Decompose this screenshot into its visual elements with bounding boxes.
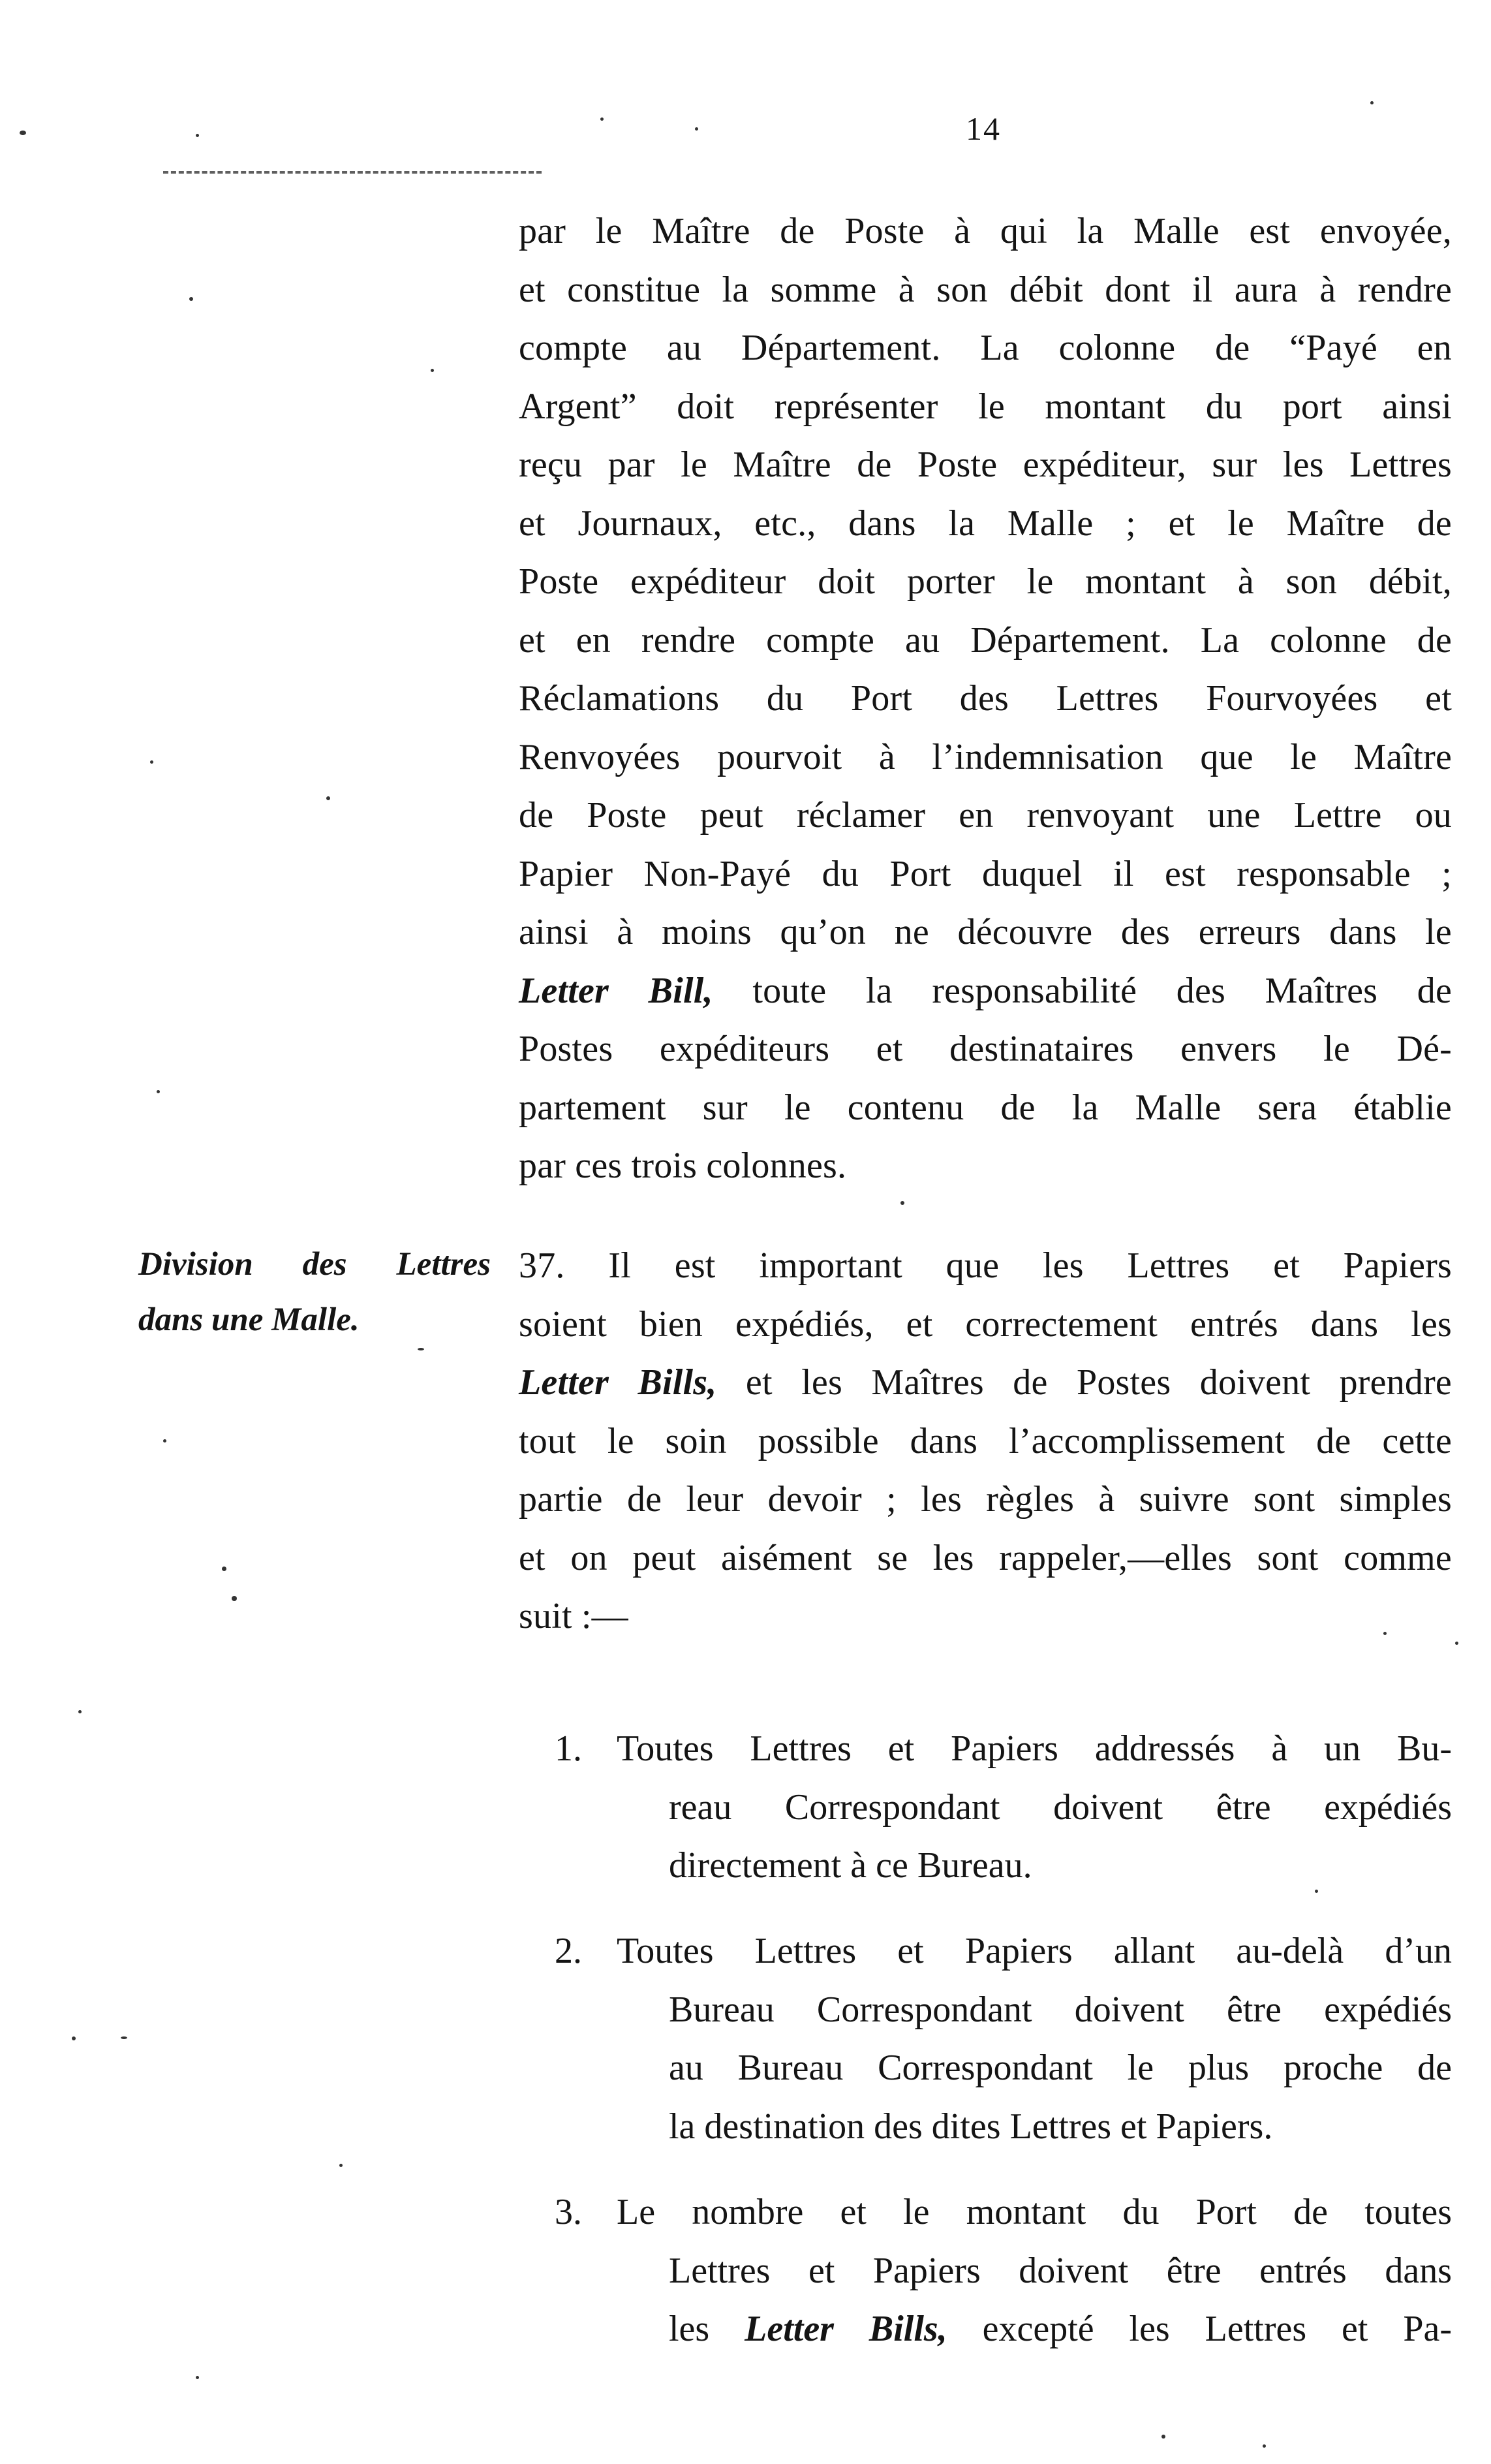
margin-note-line: Division des Lettres: [138, 1246, 491, 1283]
text-line: [669, 2300, 1452, 2359]
text-segment: toute la responsabilité des Maîtres de: [752, 970, 1452, 1011]
rule-item-1: [555, 1720, 1452, 1895]
scan-speck: [1161, 2435, 1165, 2439]
scan-speck: [600, 117, 604, 121]
text-line: soient bien expédiés, et correctement entrés dans les: [519, 1303, 1452, 1345]
scan-speck: [1370, 101, 1374, 104]
text-segment: les: [669, 2309, 710, 2349]
scan-speck: [72, 2036, 76, 2040]
continuation-paragraph: [519, 202, 1452, 1196]
text-line: et on peut aisément se les rappeler,—elles sont comme: [519, 1537, 1452, 1578]
text-line: tout le soin possible dans l’accomplissement de cette: [519, 1420, 1452, 1461]
text-line: la destination des dites Lettres et Papiers.: [669, 2106, 1273, 2147]
scan-speck: [1263, 2444, 1266, 2448]
text-line: Réclamations du Port des Lettres Fourvoyées et: [519, 678, 1452, 719]
text-line: compte au Département. La colonne de “Payé en: [519, 328, 1452, 368]
text-line: directement à ce Bureau.: [669, 1845, 1032, 1886]
text-line: [519, 962, 1452, 1021]
margin-note-line: dans une Malle.: [138, 1302, 360, 1338]
text-line: Lettres et Papiers doivent être entrés dans: [669, 2250, 1452, 2291]
text-line: 37. Il est important que les Lettres et Papiers: [519, 1245, 1452, 1286]
scan-speck: [20, 131, 26, 135]
text-line: par ces trois colonnes.: [519, 1146, 847, 1186]
italic-term: Letter Bill,: [519, 970, 713, 1011]
text-line: par le Maître de Poste à qui la Malle est envoyée,: [519, 211, 1452, 251]
scan-speck: [1455, 1642, 1458, 1645]
scan-speck: [326, 796, 330, 800]
text-line: ainsi à moins qu’on ne découvre des erreurs dans le: [519, 912, 1452, 952]
text-line: Renvoyées pourvoit à l’indemnisation que le Maître: [519, 736, 1452, 777]
scan-speck: [232, 1596, 237, 1601]
scan-speck: [339, 2164, 343, 2167]
rule-number: 2.: [555, 1931, 582, 1971]
scan-speck: [900, 1201, 904, 1205]
text-line: et en rendre compte au Département. La colonne de: [519, 619, 1452, 661]
text-line: [519, 1354, 1452, 1412]
text-line: au Bureau Correspondant le plus proche de: [669, 2048, 1452, 2088]
scan-speck: [196, 2376, 199, 2379]
rule-item-3: [555, 2183, 1452, 2359]
rule-number: 3.: [555, 2192, 582, 2232]
text-line: suit :—: [519, 1596, 628, 1636]
text-line: Poste expéditeur doit porter le montant à son débit,: [519, 561, 1452, 602]
text-line: Argent” doit représenter le montant du port ainsi: [519, 386, 1452, 427]
text-line: Toutes Lettres et Papiers allant au-delà d’un: [617, 1931, 1452, 1971]
text-line: reau Correspondant doivent être expédiés: [669, 1786, 1452, 1828]
scan-speck: [78, 1710, 82, 1713]
text-line: et Journaux, etc., dans la Malle ; et le Maître de: [519, 503, 1452, 544]
text-segment: excepté les Lettres et Pa-: [982, 2309, 1453, 2349]
header-dashed-rule: [163, 171, 542, 174]
margin-note: [138, 1237, 491, 1348]
scan-speck: [196, 134, 199, 137]
text-line: de Poste peut réclamer en renvoyant une Lettre ou: [519, 795, 1452, 835]
scan-speck: [157, 1090, 160, 1093]
section-37-paragraph: [519, 1237, 1452, 1646]
text-line: reçu par le Maître de Poste expéditeur, sur les Lettres: [519, 444, 1452, 485]
scan-speck: [150, 760, 153, 764]
text-line: partement sur le contenu de la Malle sera établie: [519, 1087, 1452, 1128]
scan-speck: [163, 1439, 166, 1443]
text-line: Toutes Lettres et Papiers addressés à un Bu-: [617, 1728, 1452, 1769]
scan-speck: [189, 297, 193, 301]
rule-number: 1.: [555, 1728, 582, 1769]
text-line: partie de leur devoir ; les règles à suivre sont simples: [519, 1479, 1452, 1520]
scan-speck: [1383, 1632, 1387, 1635]
scan-speck: [1315, 1890, 1318, 1893]
page-number: 14: [966, 110, 1001, 147]
scan-speck: [695, 127, 698, 131]
scan-speck: [431, 369, 434, 372]
text-line: Bureau Correspondant doivent être expédiés: [669, 1989, 1452, 2030]
scan-speck: [222, 1567, 226, 1571]
text-line: Le nombre et le montant du Port de toutes: [617, 2192, 1452, 2232]
rule-item-2: [555, 1922, 1452, 2156]
scan-speck: [418, 1348, 424, 1350]
text-segment: et les Maîtres de Postes doivent prendre: [745, 1362, 1452, 1403]
text-line: Papier Non-Payé du Port duquel il est responsable ;: [519, 853, 1452, 894]
italic-term: Letter Bills,: [519, 1362, 717, 1403]
italic-term: Letter Bills,: [745, 2309, 947, 2349]
text-line: et constitue la somme à son débit dont il aura à rendre: [519, 269, 1452, 310]
text-line: Postes expéditeurs et destinataires envers le Dé-: [519, 1029, 1452, 1069]
scan-speck: [121, 2036, 127, 2039]
